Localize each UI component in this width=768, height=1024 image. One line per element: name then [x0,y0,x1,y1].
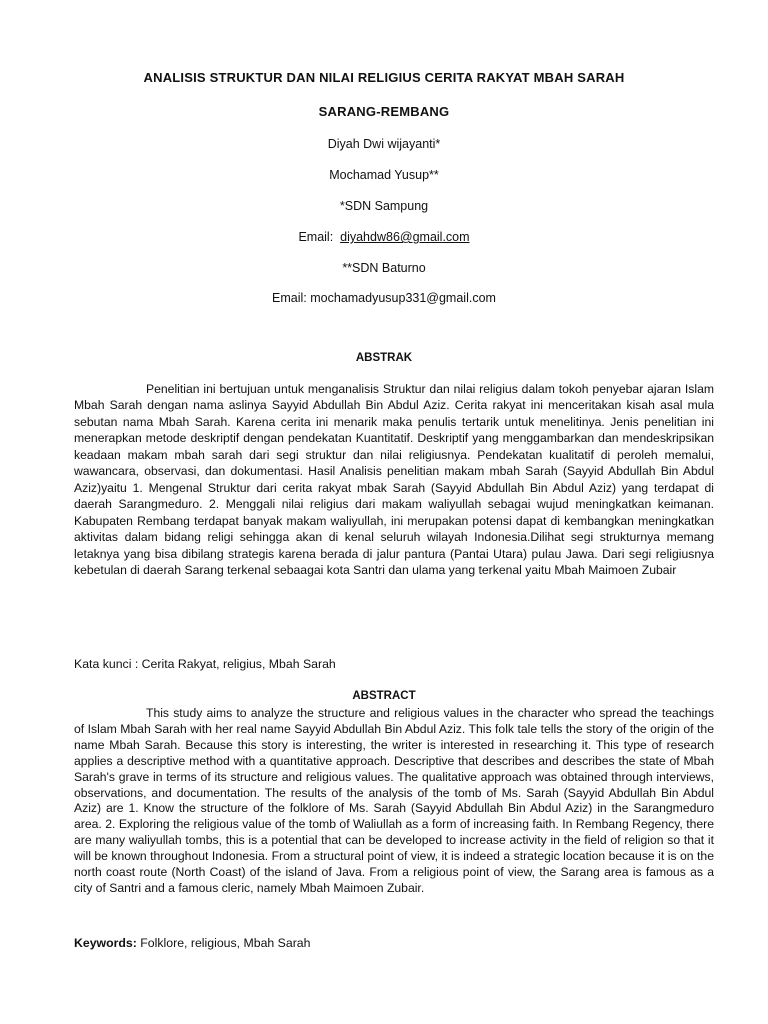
abstract-keywords-value: Folklore, religious, Mbah Sarah [136,936,311,950]
abstrak-heading: ABSTRAK [355,352,413,364]
abstract-keywords-label: Keywords: [74,936,137,950]
paper-title-line2: SARANG-REMBANG [318,104,450,119]
paper-title-line1: ANALISIS STRUKTUR DAN NILAI RELIGIUS CERITA RAKYAT MBAH SARAH [143,70,625,85]
author-1: Diyah Dwi wijayanti* [327,137,441,151]
author-2: Mochamad Yusup** [329,168,439,182]
affiliation-2: **SDN Baturno [342,261,426,275]
abstrak-keywords: Kata kunci : Cerita Rakyat, religius, Mbah Sarah [74,657,336,671]
abstract-heading: ABSTRACT [352,690,416,702]
affiliation-1: *SDN Sampung [339,199,429,213]
email-2-line: Email: mochamadyusup331@gmail.com [272,291,496,305]
email-1-line [60,230,708,244]
email-1-label: Email: [298,230,334,244]
abstrak-body: Penelitian ini bertujuan untuk menganalisis Struktur dan nilai religius dalam tokoh penyebar ajaran Islam Mbah Sarah dengan nama aslinya Sayyid Abdullah Bin Abdul Aziz. Cerita rakyat ini menceritakan kisah asal mula sebutan nama Mbah Sarah. Karena cerita ini menarik maka penulis tertarik untuk menelitinya. Jenis penelitian ini menerapkan metode deskriptif dengan pendekatan Kuantitatif. Deskriptif yang menggambarkan dan mendeskripsikan keadaan makam mbah sarah dari segi struktur dan nilai religiusnya. Pendekatan kualitatif di peroleh memalui, wawancara, observasi, dan dokumentasi. Hasil Analisis penelitian makam mbah Sarah (Sayyid Abdullah Bin Abdul Aziz)yaitu 1. Mengenal Struktur dari cerita rakyat mbak Sarah (Sayyid Abdullah Bin Abdul Aziz) yang terdapat di daerah Sarangmeduro. 2. Menggali nilai religius dari makam waliyullah sebagai wujud meningkatkan keimanan. Kabupaten Rembang terdapat banyak makam waliyullah, ini merupakan potensi dapat di kembangkan meningkatkan aktivitas dalam bidang religi sehingga akan di kenal seluruh wilayah Indonesia.Dilihat segi strukturnya memang letaknya yang bisa dibilang strategis karena berada di jalur pantura (Pantai Utara) pulau Jawa. Dari segi religiusnya kebetulan di daerah Sarang terkenal sebaagai kota Santri dan ulama yang terkenal yaitu Mbah Maimoen Zubair [74,382,714,577]
abstract-body: This study aims to analyze the structure and religious values in the character who spread the teachings of Islam Mbah Sarah with her real name Sayyid Abdullah Bin Abdul Aziz. This folk tale tells the story of the origin of the name Mbah Sarah. Because this story is interesting, the writer is interested in researching it. This type of research applies a descriptive method with a quantitative approach. Descriptive that describes and describes the state of Mbah Sarah's grave in terms of its structure and religious values. The qualitative approach was obtained through interviews, observations, and documentation. The results of the analysis of the tomb of Ms. Sarah (Sayyid Abdullah Bin Abdul Aziz) are 1. Know the structure of the folklore of Ms. Sarah (Sayyid Abdullah Bin Abdul Aziz) in the Sarangmeduro area. 2. Exploring the religious value of the tomb of Waliullah as a form of increasing faith. In Rembang Regency, there are many waliyullah tombs, this is a potential that can be developed to increase activity in the field of religion so that it will be known throughout Indonesia. From a structural point of view, it is indeed a strategic location because it is on the north coast route (North Coast) of the island of Java. From a religious point of view, the Sarang area is famous as a city of Santri and a famous cleric, namely Mbah Maimoen Zubair. [74,706,714,895]
email-1-link[interactable]: diyahdw86@gmail.com [340,230,470,244]
abstract-keywords [74,936,714,950]
